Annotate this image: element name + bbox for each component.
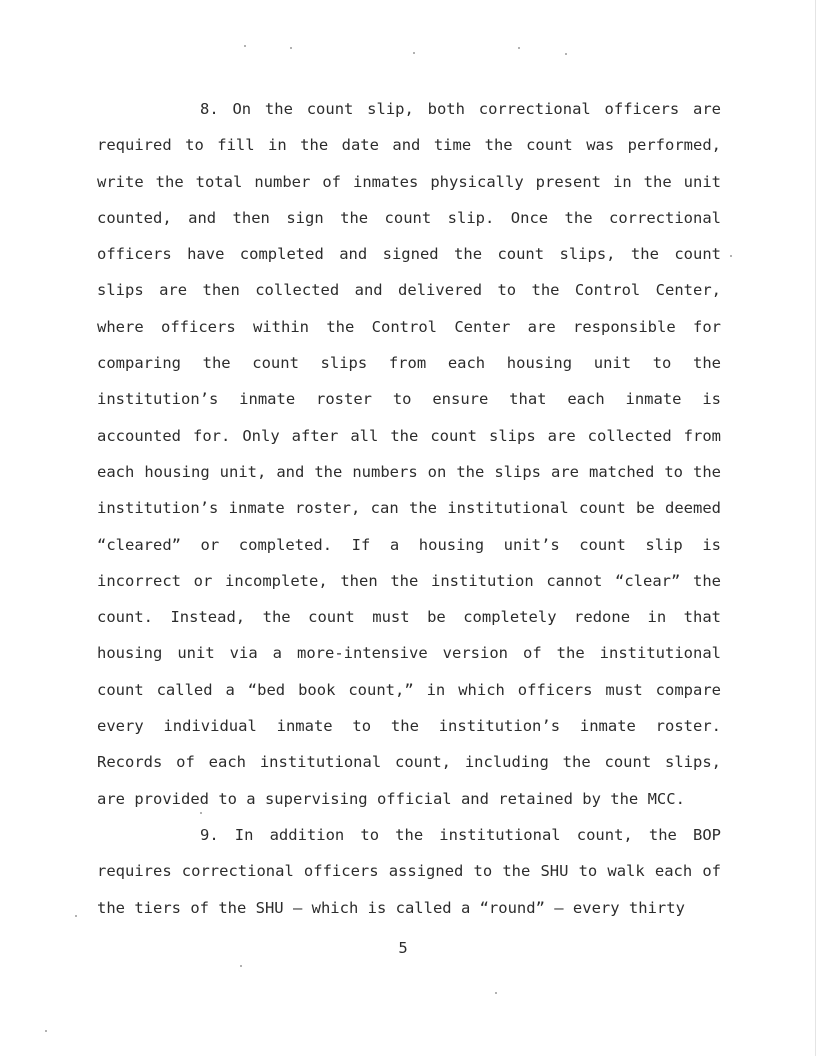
scan-speck (565, 53, 567, 55)
scan-speck (240, 965, 242, 967)
scan-speck (45, 1030, 47, 1032)
page-number: 5 (398, 939, 408, 957)
scan-speck (413, 52, 415, 54)
body-text (97, 91, 721, 926)
scan-speck (730, 255, 732, 257)
scan-speck (495, 992, 497, 994)
scan-speck (244, 45, 246, 47)
paragraph-8: 8. On the count slip, both correctional officers are required to fill in the date and time the count was performed, write the total number of inmates physically present in the unit counted, and then sign the count slip. Once the correctional officers have completed and signed the count slips, the count slips are then collected and delivered to the Control Center, where officers within the Control Center are responsible for comparing the count slips from each housing unit to the institution’s inmate roster to ensure that each inmate is accounted for. Only after all the count slips are collected from each housing unit, and the numbers on the slips are matched to the institution’s inmate roster, can the institutional count be deemed “cleared” or completed. If a housing unit’s count slip is incorrect or incomplete, then the institution cannot “clear” the count. Instead, the count must be completely redone in that housing unit via a more-intensive version of the institutional count called a “bed book count,” in which officers must compare every individual inmate to the institution’s inmate roster. Records of each institutional count, including the count slips, are provided to a supervising official and retained by the MCC. (97, 100, 721, 808)
paragraph-9: 9. In addition to the institutional count, the BOP requires correctional officers assigned to the SHU to walk each of the tiers of the SHU – which is called a “round” – every thirty (97, 825, 721, 917)
scan-edge-line (815, 0, 816, 1056)
scan-speck (290, 47, 292, 49)
scan-speck (75, 915, 77, 917)
scan-speck (518, 47, 520, 49)
